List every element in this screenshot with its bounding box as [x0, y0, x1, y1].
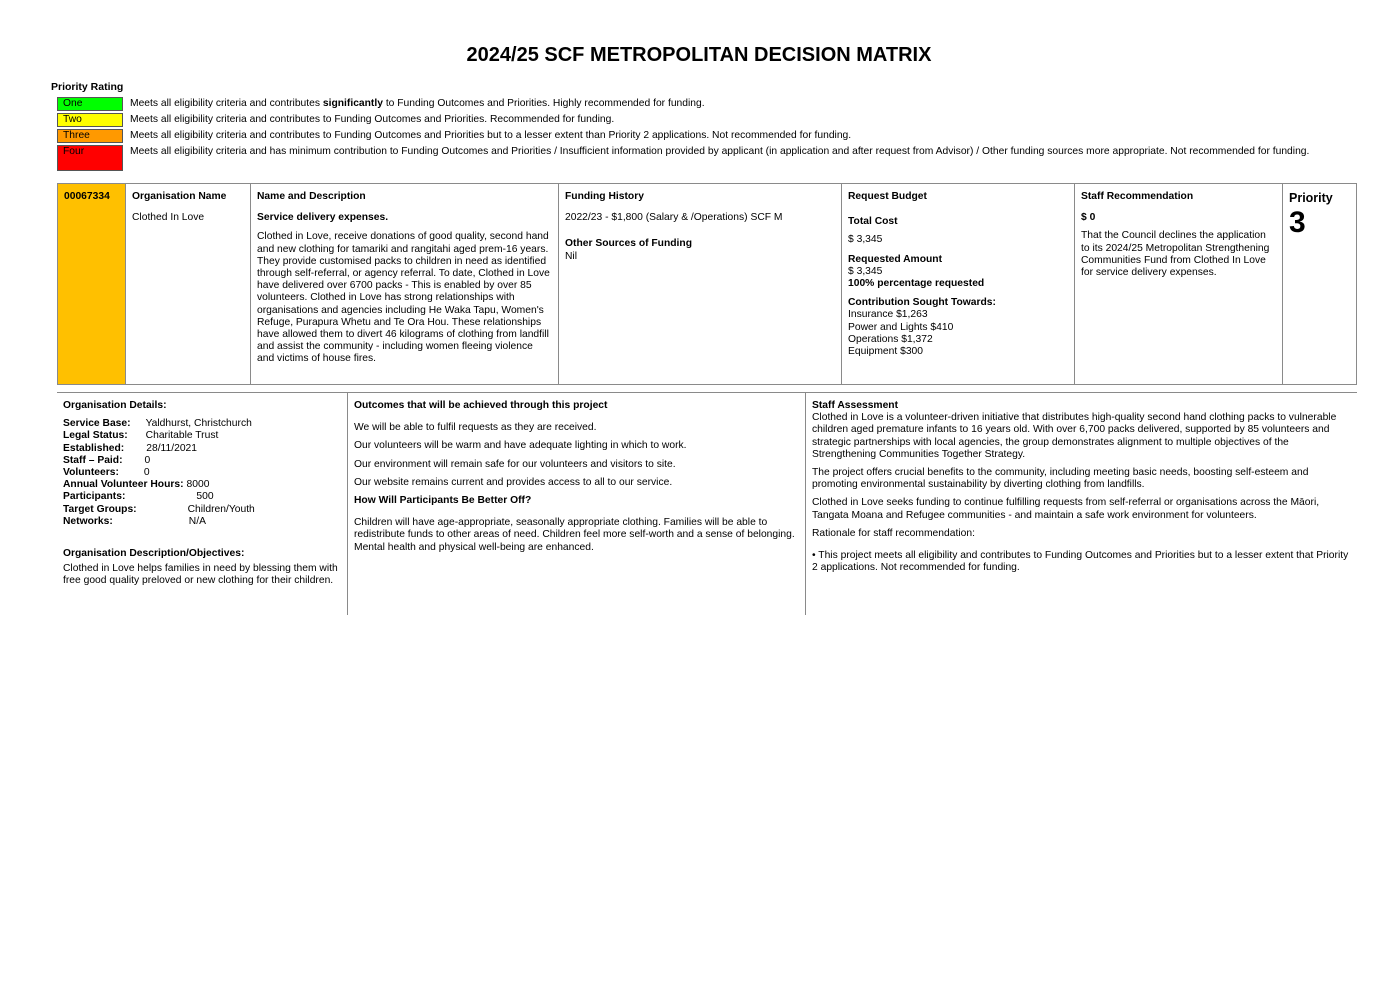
detail-label: Participants: — [63, 491, 126, 503]
legend-text-one-bold: significantly — [322, 98, 383, 109]
application-table — [57, 183, 1357, 385]
contribution-item: Operations $1,372 — [848, 333, 933, 345]
org-name-heading: Organisation Name — [132, 191, 227, 202]
detail-value: 0 — [144, 454, 151, 466]
detail-label: Service Base: — [63, 418, 131, 430]
legend-text-one-b: to Funding Outcomes and Priorities. Highly recommended for funding. — [382, 98, 705, 109]
details-section — [57, 393, 1357, 615]
priority-rating-heading: Priority Rating — [51, 81, 124, 93]
detail-label: Volunteers: — [63, 467, 119, 479]
legend-text-one-a: Meets all eligibility criteria and contributes — [130, 98, 323, 109]
application-id: 00067334 — [58, 184, 125, 384]
requested-amount-value: $ 3,345 — [848, 265, 883, 277]
legend-row-four — [57, 145, 1317, 171]
total-cost-value: $ 3,345 — [848, 234, 883, 246]
detail-label: Networks: — [63, 515, 113, 527]
priority-value: 3 — [1289, 206, 1306, 240]
detail-row — [63, 504, 341, 516]
detail-row — [63, 430, 341, 442]
outcome-item: Our website remains current and provides access to all to our service. — [354, 476, 673, 488]
legend-text-four: Meets all eligibility criteria and has minimum contribution to Funding Outcomes and Priorities / Insufficient information provided by applicant (in application and after request from Advisor) / Other funding sources more appropriate. Not recommended for funding. — [130, 146, 1310, 157]
detail-label: Annual Volunteer Hours: — [63, 479, 184, 491]
legend-row-three — [57, 129, 1317, 143]
other-sources-value: Nil — [565, 250, 578, 262]
legend-text-one — [130, 97, 1317, 110]
assessment-paragraph: Clothed in Love seeks funding to continue fulfilling requests from self-referral or organisations across the Māori, Tangata Moana and Refugee communities - and maintain a safe work environment for volunteers. — [812, 497, 1320, 521]
rationale-bullet: • This project meets all eligibility and contributes to Funding Outcomes and Priorities but to a lesser extent that Priority 2 applications. Not recommended for funding. — [812, 550, 1349, 574]
detail-value: Children/Youth — [187, 503, 255, 515]
detail-label: Target Groups: — [63, 503, 137, 515]
detail-row — [63, 479, 341, 491]
detail-row — [63, 443, 341, 455]
contribution-item: Equipment $300 — [848, 346, 923, 358]
org-description-heading: Organisation Description/Objectives: — [63, 548, 245, 560]
legend-row-two — [57, 113, 1317, 127]
staff-assessment-heading: Staff Assessment — [812, 400, 899, 411]
staff-recommendation-cell — [1074, 184, 1282, 384]
legend-row-one — [57, 97, 1317, 111]
detail-label: Established: — [63, 442, 125, 454]
outcome-item: Our volunteers will be warm and have adequate lighting in which to work. — [354, 440, 687, 452]
detail-value: Charitable Trust — [145, 430, 219, 442]
detail-row — [63, 467, 341, 479]
staff-assessment — [806, 393, 1357, 615]
detail-value: 0 — [143, 467, 150, 479]
org-name: Clothed In Love — [132, 212, 205, 224]
request-budget-heading: Request Budget — [848, 191, 927, 202]
funding-history-heading: Funding History — [565, 191, 644, 202]
detail-row — [63, 491, 341, 503]
legend-swatch-four: Four — [57, 145, 123, 171]
outcome-item: Our environment will remain safe for our volunteers and visitors to site. — [354, 458, 676, 470]
outcome-item: We will be able to fulfil requests as they are received. — [354, 422, 597, 434]
detail-value: 28/11/2021 — [146, 442, 198, 454]
legend-swatch-two: Two — [57, 113, 123, 127]
contribution-item: Power and Lights $410 — [848, 321, 954, 333]
description-body: Clothed in Love, receive donations of good quality, second hand and new clothing for tamariki and rangitahi aged prem-16 years. They provide customised packs to children in need as identified through self-referral, or agency referral. To date, Clothed in Love have delivered over 6700 packs - This is enabled by over 85 volunteers. Clothed in Love has strong relationships with organisations and agencies including He Waka Tapu, Women's Refuge, Purapura Whetu and Te Ora Hou. These relationships have allowed them to divert 46 kilograms of clothing from landfill and assist the community - including women fleeing violence and victims of house fires. — [257, 231, 550, 365]
total-cost-label: Total Cost — [848, 216, 898, 228]
detail-row — [63, 516, 341, 528]
staff-recommendation-text: That the Council declines the application to its 2024/25 Metropolitan Strengthening Communities Fund from Clothed In Love for service delivery expenses. — [1081, 230, 1270, 279]
requested-amount-label: Requested Amount — [848, 253, 943, 265]
legend-swatch-one: One — [57, 97, 123, 111]
better-off-heading: How Will Participants Be Better Off? — [354, 495, 532, 507]
project-outcomes — [348, 393, 806, 615]
priority-heading: Priority — [1289, 191, 1333, 205]
other-sources-heading: Other Sources of Funding — [565, 238, 692, 250]
detail-value: 8000 — [186, 479, 210, 491]
detail-row — [63, 455, 341, 467]
detail-value: 500 — [196, 491, 214, 503]
better-off-text: Children will have age-appropriate, seasonally appropriate clothing. Families will be able to redistribute funds to other areas of need. Children feel more self-worth and a sense of belonging. Mental health and physical well-being are enhanced. — [354, 517, 795, 553]
funding-history-cell — [558, 184, 841, 384]
rationale-label: Rationale for staff recommendation: — [812, 527, 975, 539]
contribution-label: Contribution Sought Towards: — [848, 297, 996, 309]
request-budget-cell — [841, 184, 1074, 384]
priority-legend — [57, 97, 1317, 173]
funding-history-value: 2022/23 - $1,800 (Salary & /Operations) SCF M — [565, 212, 783, 224]
legend-text-two: Meets all eligibility criteria and contributes to Funding Outcomes and Priorities. Recommended for funding. — [130, 114, 615, 125]
detail-label: Legal Status: — [63, 430, 128, 442]
detail-value: N/A — [188, 515, 206, 527]
legend-swatch-three: Three — [57, 129, 123, 143]
contribution-item: Insurance $1,263 — [848, 309, 928, 321]
description-heading: Name and Description — [257, 191, 366, 202]
percentage-requested: 100% percentage requested — [848, 278, 985, 290]
org-description-text: Clothed in Love helps families in need by blessing them with free good quality preloved or new clothing for their children. — [63, 563, 338, 587]
org-details-heading: Organisation Details: — [63, 400, 167, 411]
description-title: Service delivery expenses. — [257, 212, 389, 224]
org-name-cell — [125, 184, 250, 384]
organisation-details — [57, 393, 348, 615]
page-title: 2024/25 SCF METROPOLITAN DECISION MATRIX — [466, 44, 932, 66]
description-cell — [250, 184, 558, 384]
outcomes-heading: Outcomes that will be achieved through this project — [354, 400, 608, 411]
assessment-paragraph: The project offers crucial benefits to the community, including meeting basic needs, boosting self-esteem and promoting environmental sustainability by diverting clothing from landfills. — [812, 467, 1309, 491]
assessment-paragraph: Clothed in Love is a volunteer-driven initiative that distributes high-quality second hand clothing packs to vulnerable children aged premature infants to 16 years old. With over 6,700 packs delivered, supported by 85 volunteers and strategic partnerships with local agencies, the group demonstrates alignment to multiple objectives of the Strengthening Communities Together Strategy. — [812, 412, 1337, 460]
legend-text-three: Meets all eligibility criteria and contributes to Funding Outcomes and Priorities but to a lesser extent than Priority 2 applications. Not recommended for funding. — [130, 130, 852, 141]
priority-cell — [1282, 184, 1356, 384]
detail-label: Staff – Paid: — [63, 454, 123, 466]
detail-row — [63, 418, 341, 430]
detail-value: Yaldhurst, Christchurch — [145, 418, 252, 430]
staff-recommendation-heading: Staff Recommendation — [1081, 191, 1194, 202]
staff-recommendation-amount: $ 0 — [1081, 212, 1096, 224]
